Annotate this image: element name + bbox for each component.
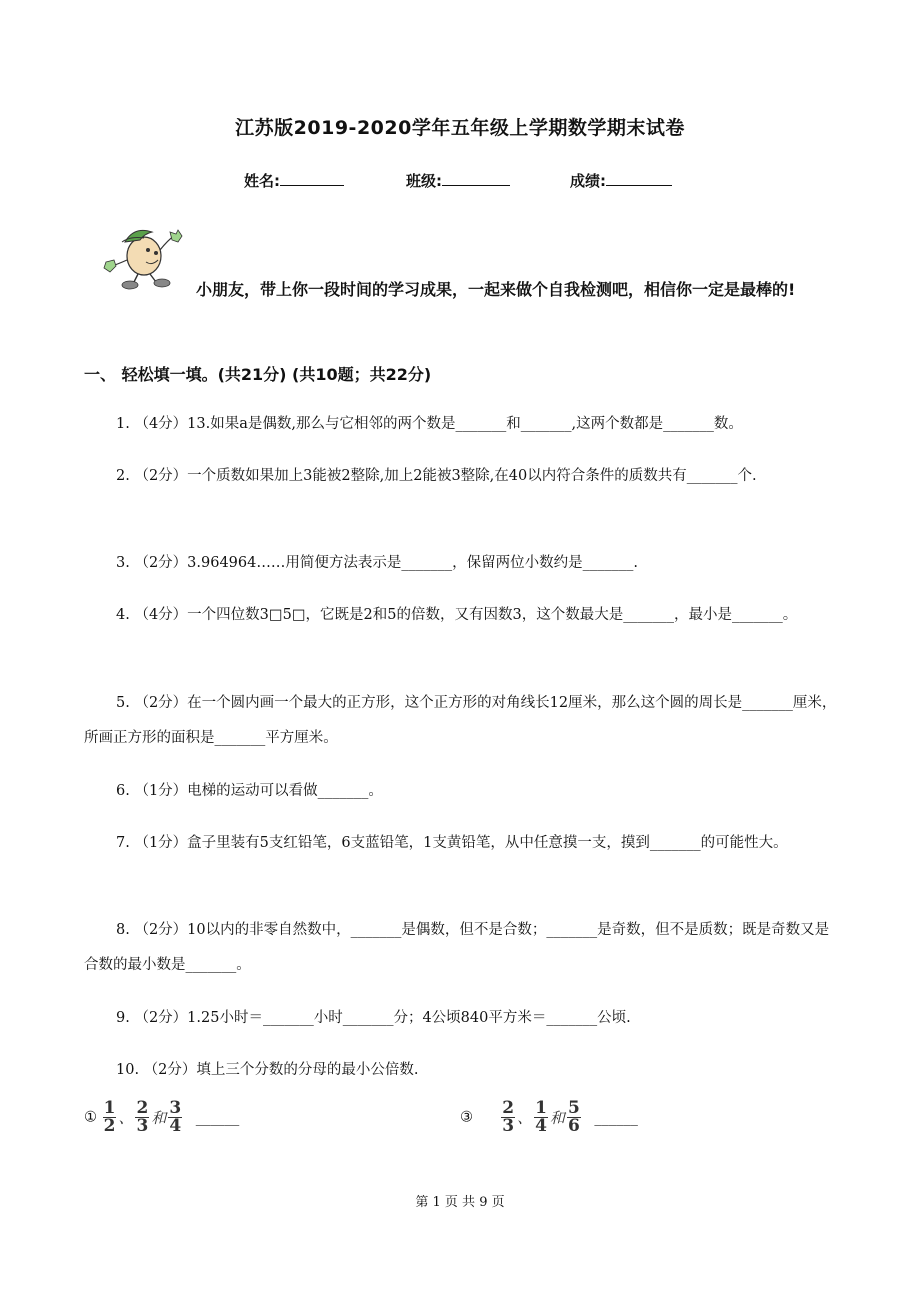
item-1-marker: ① bbox=[84, 1109, 97, 1126]
score-label: 成绩: bbox=[570, 172, 606, 190]
question-8: 8. （2分）10以内的非零自然数中，_______是偶数，但不是合数；_______是奇数，但不是质数；既是奇数又是合数的最小数是_______。 bbox=[84, 922, 830, 973]
item-3-blank[interactable]: ______ bbox=[594, 1109, 638, 1126]
fraction-3-1: $\frac{2}{3}$ bbox=[502, 1098, 515, 1136]
class-field bbox=[406, 170, 510, 191]
fraction-3-2: $\frac{1}{4}$ bbox=[535, 1098, 547, 1136]
name-field bbox=[244, 170, 344, 191]
fraction-item-1: ① $\frac{1}{2}$ 、 $\frac{2}{3}$ 和 $\frac{3}{4}$ ______ bbox=[84, 1098, 240, 1136]
fraction-item-3: ③ $\frac{2}{3}$ 、 $\frac{1}{4}$ 和 $\frac{5}{6}$ ______ bbox=[460, 1098, 638, 1136]
question-1: 1. （4分）13.如果a是偶数,那么与它相邻的两个数是_______和_______,这两个数都是_______数。 bbox=[116, 416, 743, 432]
fraction-1-1: $\frac{1}{2}$ bbox=[103, 1098, 116, 1136]
name-label: 姓名: bbox=[244, 172, 280, 190]
question-4: 4. （4分）一个四位数3□5□，它既是2和5的倍数，又有因数3，这个数最大是_______，最小是_______。 bbox=[116, 607, 798, 623]
question-7: 7. （1分）盒子里装有5支红铅笔，6支蓝铅笔，1支黄铅笔，从中任意摸一支，摸到_______的可能性大。 bbox=[116, 835, 788, 851]
question-3: 3. （2分）3.964964……用简便方法表示是_______，保留两位小数约是_______. bbox=[116, 555, 638, 571]
name-blank[interactable] bbox=[280, 171, 344, 186]
section-heading-1: 一、 轻松填一填。(共21分) (共10题；共22分) bbox=[84, 365, 432, 384]
fraction-3-3: $\frac{5}{6}$ bbox=[567, 1098, 580, 1136]
fraction-1-2: $\frac{2}{3}$ bbox=[136, 1098, 149, 1136]
fraction-1-3: $\frac{3}{4}$ bbox=[169, 1098, 182, 1136]
question-6: 6. （1分）电梯的运动可以看做_______。 bbox=[116, 783, 383, 799]
question-9: 9. （2分）1.25小时＝_______小时_______分；4公顷840平方米＝_______公顷. bbox=[116, 1010, 631, 1026]
item-3-marker: ③ bbox=[460, 1109, 473, 1126]
score-blank[interactable] bbox=[606, 171, 672, 186]
question-2: 2. （2分）一个质数如果加上3能被2整除,加上2能被3整除,在40以内符合条件的质数共有_______个. bbox=[116, 468, 757, 484]
score-field bbox=[570, 170, 672, 191]
page-footer: 第 1 页 共 9 页 bbox=[415, 1195, 505, 1210]
question-5: 5. （2分）在一个圆内画一个最大的正方形，这个正方形的对角线长12厘米，那么这个圆的周长是_______厘米，所画正方形的面积是_______平方厘米。 bbox=[84, 695, 837, 746]
class-label: 班级: bbox=[406, 172, 442, 190]
page-title: 江苏版2019-2020学年五年级上学期数学期末试卷 bbox=[235, 117, 685, 139]
item-1-blank[interactable]: ______ bbox=[195, 1109, 240, 1126]
intro-text: 小朋友，带上你一段时间的学习成果，一起来做个自我检测吧，相信你一定是最棒的! bbox=[196, 280, 796, 299]
question-10: 10. （2分）填上三个分数的分母的最小公倍数. bbox=[116, 1062, 419, 1078]
class-blank[interactable] bbox=[442, 171, 510, 186]
